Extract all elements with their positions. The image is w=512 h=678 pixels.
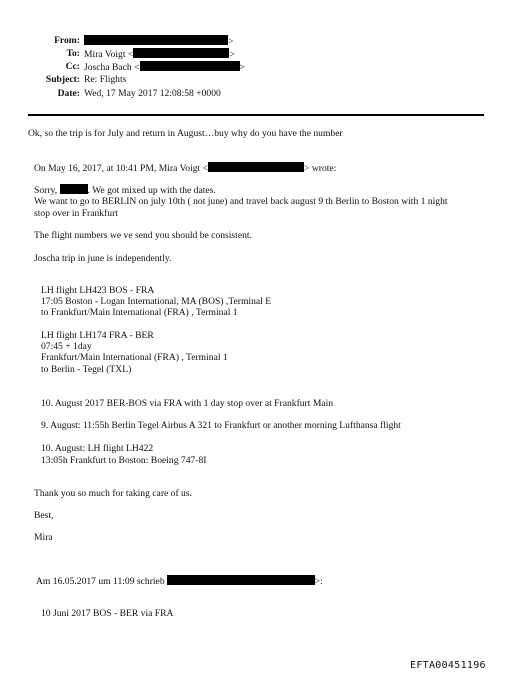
thanks-line: Thank you so much for taking care of us. bbox=[34, 488, 192, 499]
redaction-bar bbox=[60, 184, 88, 194]
quote-intro-text: On May 16, 2017, at 10:41 PM, Mira Voigt < bbox=[34, 163, 209, 174]
want-line-1: We want to go to BERLIN on july 10th ( not june) and travel back august 9 th Berlin to Boston with 1 night bbox=[34, 196, 448, 207]
aug9-line: 9. August: 11:55h Berlin Tegel Airbus A 321 to Frankfurt or another morning Lufthansa flight bbox=[41, 420, 401, 431]
date-value: Wed, 17 May 2017 12:08:58 +0000 bbox=[84, 88, 221, 99]
header-divider bbox=[28, 114, 484, 116]
redaction-bar bbox=[140, 61, 240, 71]
am-start: Am 16.05.2017 um 11:09 schrieb bbox=[36, 576, 165, 587]
sorry-start: Sorry, bbox=[34, 185, 58, 196]
cc-label: Cc: bbox=[65, 61, 80, 72]
best-line: Best, bbox=[34, 510, 54, 521]
date-label: Date: bbox=[57, 88, 80, 99]
close-bracket: > bbox=[239, 62, 245, 73]
signature: Mira bbox=[34, 532, 53, 543]
flight2-line-3: Frankfurt/Main International (FRA) , Terminal 1 bbox=[41, 352, 228, 363]
to-value bbox=[84, 48, 235, 61]
sorry-end: . We got mixed up with the dates. bbox=[87, 185, 216, 196]
juni-line: 10 Juni 2017 BOS - BER via FRA bbox=[41, 608, 174, 619]
flight2-line-1: LH flight LH174 FRA - BER bbox=[41, 330, 154, 341]
flight1-line-3: to Frankfurt/Main International (FRA) , Terminal 1 bbox=[41, 307, 238, 318]
redaction-bar bbox=[84, 35, 228, 45]
redaction-bar bbox=[167, 575, 315, 585]
aug10b-line-2: 13:05h Frankfurt to Boston: Boeing 747-8I bbox=[41, 455, 207, 466]
quote-intro bbox=[34, 162, 336, 175]
flight2-line-4: to Berlin - Tegel (TXL) bbox=[41, 364, 132, 375]
subject-label: Subject: bbox=[45, 74, 80, 85]
aug10b-line-1: 10. August: LH flight LH422 bbox=[41, 443, 154, 454]
redaction-bar bbox=[133, 48, 229, 58]
cc-value bbox=[84, 61, 245, 74]
cc-name: Joscha Bach < bbox=[84, 62, 140, 73]
am-line bbox=[36, 575, 323, 588]
flight2-line-2: 07:45 + 1day bbox=[41, 341, 92, 352]
flight1-line-2: 17:05 Boston - Logan International, MA (BOS) ,Terminal E bbox=[41, 296, 272, 307]
consistent-line: The flight numbers we ve send you should be consistent. bbox=[34, 230, 252, 241]
close-bracket: > bbox=[229, 49, 235, 60]
from-label: From: bbox=[54, 35, 80, 46]
aug10-line: 10. August 2017 BER-BOS via FRA with 1 day stop over at Frankfurt Main bbox=[41, 398, 334, 409]
bates-number: EFTA00451196 bbox=[410, 660, 486, 671]
flight1-line-1: LH flight LH423 BOS - FRA bbox=[41, 285, 155, 296]
want-line-2: stop over in Frankfurt bbox=[34, 208, 118, 219]
quote-intro-end: > wrote: bbox=[304, 163, 337, 174]
subject-value: Re: Flights bbox=[84, 74, 127, 85]
to-name: Mira Voigt < bbox=[84, 49, 134, 60]
to-label: To: bbox=[66, 48, 80, 59]
redaction-bar bbox=[208, 162, 304, 172]
reply-line: Ok, so the trip is for July and return in August…buy why do you have the number bbox=[28, 128, 343, 139]
am-end: >: bbox=[314, 576, 323, 587]
close-bracket: > bbox=[228, 36, 234, 47]
joscha-line: Joscha trip in june is independently. bbox=[34, 253, 172, 264]
from-value bbox=[84, 35, 233, 48]
